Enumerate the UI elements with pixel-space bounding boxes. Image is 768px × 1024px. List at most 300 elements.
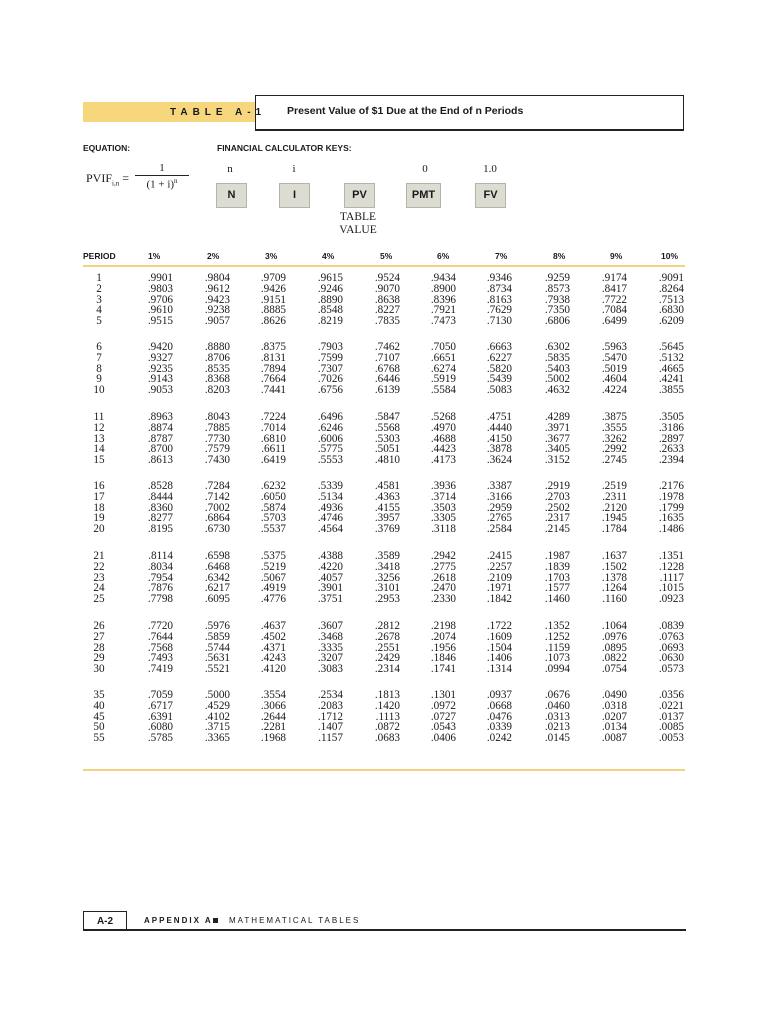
period-cell: 26: [93, 620, 105, 632]
table-cell: .0668: [486, 699, 512, 712]
footer-appendix: APPENDIX A: [144, 916, 213, 925]
table-cell: .8706: [204, 351, 230, 364]
table-cell: .5067: [260, 571, 286, 584]
key-pv-button: PV: [344, 183, 375, 208]
footer-bullet: [213, 918, 218, 923]
table-cell: .8787: [147, 432, 173, 445]
table-cell: .9057: [204, 315, 230, 328]
table-cell: .4810: [374, 454, 400, 467]
period-cell: 7: [96, 351, 102, 364]
table-cell: .5375: [260, 550, 286, 562]
rate-column: [246, 412, 286, 466]
table-cell: .1722: [486, 620, 512, 632]
table-cell: .3468: [317, 630, 343, 643]
table-cell: .0822: [601, 652, 627, 665]
pv-caption: TABLE VALUE: [339, 211, 377, 236]
table-cell: .0406: [430, 732, 456, 745]
table-cell: .7307: [317, 362, 343, 375]
rate-column: [644, 412, 684, 466]
table-cell: .4665: [658, 362, 684, 375]
table-cell: .8034: [147, 560, 173, 573]
table-cell: .3555: [601, 421, 627, 434]
table-cell: .2992: [601, 443, 627, 456]
table-cell: .9174: [601, 272, 627, 284]
table-cell: .1978: [658, 490, 684, 503]
table-cell: .9091: [658, 272, 684, 284]
table-cell: .4363: [374, 490, 400, 503]
table-cell: .5303: [374, 432, 400, 445]
formula-denominator: $(1 + i)^n$: [146, 177, 178, 191]
period-column: [84, 551, 114, 605]
col-header-5pct: 5%: [380, 251, 393, 261]
table-cell: .2745: [601, 454, 627, 467]
table-cell: .7722: [601, 293, 627, 306]
period-cell: 21: [93, 550, 105, 562]
table-cell: .4751: [486, 411, 512, 423]
table-cell: .0895: [601, 641, 627, 654]
table-cell: .4243: [260, 652, 286, 665]
table-cell: .7473: [430, 315, 456, 328]
table-cell: .5019: [601, 362, 627, 375]
table-cell: .5847: [374, 411, 400, 423]
table-cell: .9612: [204, 282, 230, 295]
table-cell: .4289: [544, 411, 570, 423]
rate-column: [644, 342, 684, 396]
period-cell: 4: [96, 304, 102, 317]
period-cell: 29: [93, 652, 105, 665]
table-cell: .7084: [601, 304, 627, 317]
table-cell: .4241: [658, 373, 684, 386]
rate-column: [644, 481, 684, 535]
table-cell: .8043: [204, 411, 230, 423]
table-cell: .8880: [204, 341, 230, 353]
table-cell: .3901: [317, 582, 343, 595]
table-cell: .3418: [374, 560, 400, 573]
period-cell: 40: [93, 699, 105, 712]
table-cell: .7284: [204, 480, 230, 492]
table-cell: .2584: [486, 523, 512, 536]
table-cell: .3607: [317, 620, 343, 632]
table-cell: .8375: [260, 341, 286, 353]
table-cell: .1159: [545, 641, 570, 654]
table-cell: .4688: [430, 432, 456, 445]
table-cell: .1073: [544, 652, 570, 665]
table-cell: .2429: [374, 652, 400, 665]
table-cell: .1504: [486, 641, 512, 654]
table-cell: .4102: [204, 710, 230, 723]
table-cell: .9709: [260, 272, 286, 284]
table-cell: .8114: [148, 550, 173, 562]
table-cell: .0994: [544, 663, 570, 676]
col-header-6pct: 6%: [437, 251, 450, 261]
table-cell: .0573: [658, 663, 684, 676]
table-cell: .6806: [544, 315, 570, 328]
table-cell: .9615: [317, 272, 343, 284]
table-cell: .8638: [374, 293, 400, 306]
period-cell: 15: [93, 454, 105, 467]
table-cell: .8734: [486, 282, 512, 295]
table-cell: .5002: [544, 373, 570, 386]
rate-column: [190, 481, 230, 535]
table-cell: .0313: [544, 710, 570, 723]
period-column: [84, 342, 114, 396]
table-cell: .7938: [544, 293, 570, 306]
table-cell: .2812: [374, 620, 400, 632]
rate-column: [190, 621, 230, 675]
table-cell: .1264: [601, 582, 627, 595]
rate-column: [472, 551, 512, 605]
table-cell: .3715: [204, 721, 230, 734]
rate-column: [587, 481, 627, 535]
period-cell: 8: [96, 362, 102, 375]
key-value-i: i: [292, 163, 296, 175]
table-cell: .3152: [544, 454, 570, 467]
table-cell: .0839: [658, 620, 684, 632]
rate-column: [472, 621, 512, 675]
table-cell: .6830: [658, 304, 684, 317]
table-cell: .5403: [544, 362, 570, 375]
table-cell: .1301: [430, 689, 456, 701]
table-cell: .6499: [601, 315, 627, 328]
table-cell: .6232: [260, 480, 286, 492]
table-cell: .8963: [147, 411, 173, 423]
rate-column: [190, 690, 230, 744]
table-cell: .1956: [430, 641, 456, 654]
table-cell: .4637: [260, 620, 286, 632]
table-cell: .3066: [260, 699, 286, 712]
table-cell: .2109: [486, 571, 512, 584]
table-cell: .9235: [147, 362, 173, 375]
rate-column: [303, 621, 343, 675]
table-cell: .9803: [147, 282, 173, 295]
table-cell: .8900: [430, 282, 456, 295]
table-cell: .0318: [601, 699, 627, 712]
table-cell: .7835: [374, 315, 400, 328]
table-cell: .6468: [204, 560, 230, 573]
table-cell: .4155: [374, 501, 400, 514]
table-cell: .7644: [147, 630, 173, 643]
table-cell: .1971: [486, 582, 512, 595]
table-cell: .0339: [486, 721, 512, 734]
rate-column: [416, 412, 456, 466]
col-header-10pct: 10%: [661, 251, 679, 261]
table-cell: .5703: [260, 512, 286, 525]
table-cell: .8417: [601, 282, 627, 295]
table-cell: .3101: [374, 582, 400, 595]
table-top-rule: [83, 265, 685, 267]
table-cell: .6496: [317, 411, 343, 423]
rate-column: [644, 690, 684, 744]
table-cell: .1987: [544, 550, 570, 562]
table-cell: .5785: [147, 732, 173, 745]
table-cell: .3405: [544, 443, 570, 456]
rate-column: [587, 273, 627, 327]
table-cell: .9423: [204, 293, 230, 306]
table-cell: .3875: [601, 411, 627, 423]
table-cell: .5000: [204, 689, 230, 701]
table-cell: .7894: [260, 362, 286, 375]
table-cell: .0460: [544, 699, 570, 712]
col-header-1pct: 1%: [148, 251, 161, 261]
table-cell: .2942: [430, 550, 456, 562]
rate-column: [530, 551, 570, 605]
rate-column: [133, 273, 173, 327]
table-cell: .2120: [601, 501, 627, 514]
table-cell: .0630: [658, 652, 684, 665]
table-cell: .1117: [659, 571, 684, 584]
table-cell: .2470: [430, 582, 456, 595]
table-cell: .0221: [658, 699, 684, 712]
table-cell: .3936: [430, 480, 456, 492]
table-cell: .4057: [317, 571, 343, 584]
table-cell: .8444: [147, 490, 173, 503]
table-cell: .0053: [658, 732, 684, 745]
rate-column: [416, 273, 456, 327]
rate-column: [530, 412, 570, 466]
rate-column: [587, 412, 627, 466]
table-cell: .7430: [204, 454, 230, 467]
table-cell: .8203: [204, 384, 230, 397]
footer-rule: [83, 929, 686, 931]
rate-column: [303, 342, 343, 396]
rate-column: [246, 690, 286, 744]
period-cell: 6: [96, 341, 102, 353]
table-cell: .3335: [317, 641, 343, 654]
table-cell: .9420: [147, 341, 173, 353]
rate-column: [303, 690, 343, 744]
table-cell: .2551: [374, 641, 400, 654]
table-cell: .8219: [317, 315, 343, 328]
rate-column: [530, 273, 570, 327]
table-cell: .7568: [147, 641, 173, 654]
rate-column: [416, 690, 456, 744]
table-cell: .9143: [147, 373, 173, 386]
table-cell: .1502: [601, 560, 627, 573]
table-cell: .7921: [430, 304, 456, 317]
table-cell: .1968: [260, 732, 286, 745]
col-header-4pct: 4%: [322, 251, 335, 261]
table-cell: .9515: [147, 315, 173, 328]
table-cell: .0754: [601, 663, 627, 676]
rate-column: [303, 273, 343, 327]
rate-column: [360, 551, 400, 605]
col-header-2pct: 2%: [207, 251, 220, 261]
rate-column: [587, 342, 627, 396]
table-cell: .8163: [486, 293, 512, 306]
period-cell: 24: [93, 582, 105, 595]
table-cell: .7130: [486, 315, 512, 328]
table-cell: .1637: [601, 550, 627, 562]
table-cell: .4564: [317, 523, 343, 536]
table-cell: .9901: [147, 272, 173, 284]
table-cell: .8360: [147, 501, 173, 514]
period-cell: 20: [93, 523, 105, 536]
table-cell: .2314: [374, 663, 400, 676]
table-cell: .9426: [260, 282, 286, 295]
col-header-3pct: 3%: [265, 251, 278, 261]
table-cell: .7462: [374, 341, 400, 353]
table-cell: .5859: [204, 630, 230, 643]
table-cell: .5568: [374, 421, 400, 434]
rate-column: [360, 690, 400, 744]
table-cell: .1577: [544, 582, 570, 595]
table-cell: .6810: [260, 432, 286, 445]
rate-column: [472, 273, 512, 327]
table-cell: .9610: [147, 304, 173, 317]
table-cell: .0693: [658, 641, 684, 654]
period-cell: 28: [93, 641, 105, 654]
table-cell: .7664: [260, 373, 286, 386]
table-cell: .5631: [204, 652, 230, 665]
table-cell: .3677: [544, 432, 570, 445]
table-cell: .7579: [204, 443, 230, 456]
table-cell: .1064: [601, 620, 627, 632]
table-cell: .6446: [374, 373, 400, 386]
table-cell: .5775: [317, 443, 343, 456]
rate-column: [246, 342, 286, 396]
rate-column: [303, 412, 343, 466]
table-cell: .5083: [486, 384, 512, 397]
table-cell: .5537: [260, 523, 286, 536]
period-cell: 2: [96, 282, 102, 295]
period-cell: 27: [93, 630, 105, 643]
key-value-n: n: [227, 163, 233, 175]
table-cell: .3957: [374, 512, 400, 525]
table-cell: .9346: [486, 272, 512, 284]
period-cell: 14: [93, 443, 105, 456]
table-cell: .1157: [318, 732, 343, 745]
key-value-pmt: 0: [422, 163, 428, 175]
rate-column: [133, 551, 173, 605]
table-bottom-rule: [83, 769, 685, 771]
table-cell: .2311: [602, 490, 627, 503]
table-cell: .4529: [204, 699, 230, 712]
key-i-button: I: [279, 183, 310, 208]
period-cell: 35: [93, 689, 105, 701]
table-cell: .7026: [317, 373, 343, 386]
table-cell: .8613: [147, 454, 173, 467]
period-cell: 10: [93, 384, 105, 397]
rate-column: [587, 621, 627, 675]
table-cell: .4776: [260, 593, 286, 606]
period-cell: 5: [96, 315, 102, 328]
table-cell: .1228: [658, 560, 684, 573]
table-cell: .3166: [486, 490, 512, 503]
rate-column: [644, 273, 684, 327]
table-cell: .7720: [147, 620, 173, 632]
table-cell: .1420: [374, 699, 400, 712]
page-number: A-2: [83, 911, 127, 931]
period-cell: 1: [96, 272, 102, 284]
table-cell: .1799: [658, 501, 684, 514]
table-cell: .4120: [260, 663, 286, 676]
period-cell: 16: [93, 480, 105, 492]
table-cell: .1945: [601, 512, 627, 525]
key-n-button: N: [216, 183, 247, 208]
table-cell: .6080: [147, 721, 173, 734]
rate-column: [472, 481, 512, 535]
table-cell: .6227: [486, 351, 512, 364]
table-cell: .6611: [261, 443, 286, 456]
period-cell: 19: [93, 512, 105, 525]
period-cell: 17: [93, 490, 105, 503]
table-cell: .2919: [544, 480, 570, 492]
table-cell: .8528: [147, 480, 173, 492]
table-cell: .0490: [601, 689, 627, 701]
table-cell: .1015: [658, 582, 684, 595]
table-cell: .4423: [430, 443, 456, 456]
col-header-period: PERIOD: [83, 251, 116, 261]
rate-column: [246, 273, 286, 327]
table-cell: .8535: [204, 362, 230, 375]
table-cell: .6050: [260, 490, 286, 503]
table-cell: .6006: [317, 432, 343, 445]
rate-column: [360, 342, 400, 396]
rate-column: [133, 412, 173, 466]
table-cell: .5645: [658, 341, 684, 353]
table-cell: .6717: [147, 699, 173, 712]
table-cell: .2145: [544, 523, 570, 536]
rate-column: [644, 551, 684, 605]
table-cell: .6756: [317, 384, 343, 397]
key-fv-button: FV: [475, 183, 506, 208]
rate-column: [246, 551, 286, 605]
table-cell: .9259: [544, 272, 570, 284]
table-cell: .1712: [317, 710, 343, 723]
period-cell: 23: [93, 571, 105, 584]
table-cell: .6391: [147, 710, 173, 723]
table-cell: .0207: [601, 710, 627, 723]
table-cell: .2953: [374, 593, 400, 606]
table-cell: .8700: [147, 443, 173, 456]
table-cell: .7876: [147, 582, 173, 595]
period-column: [84, 690, 114, 744]
table-cell: .3769: [374, 523, 400, 536]
table-cell: .9327: [147, 351, 173, 364]
table-cell: .0543: [430, 721, 456, 734]
table-cell: .5439: [486, 373, 512, 386]
rate-column: [472, 412, 512, 466]
table-cell: .6864: [204, 512, 230, 525]
table-cell: .4970: [430, 421, 456, 434]
table-cell: .6209: [658, 315, 684, 328]
table-cell: .3878: [486, 443, 512, 456]
rate-column: [416, 551, 456, 605]
table-cell: .3387: [486, 480, 512, 492]
table-cell: .5976: [204, 620, 230, 632]
table-cell: .2678: [374, 630, 400, 643]
table-cell: .1252: [544, 630, 570, 643]
table-cell: .9246: [317, 282, 343, 295]
table-cell: .4746: [317, 512, 343, 525]
rate-column: [190, 551, 230, 605]
table-cell: .3855: [658, 384, 684, 397]
table-cell: .3256: [374, 571, 400, 584]
table-cell: .4919: [260, 582, 286, 595]
table-cell: .8264: [658, 282, 684, 295]
table-cell: .7441: [260, 384, 286, 397]
table-cell: .8885: [260, 304, 286, 317]
rate-column: [472, 342, 512, 396]
period-cell: 22: [93, 560, 105, 573]
table-cell: .6139: [374, 384, 400, 397]
table-cell: .0134: [601, 721, 627, 734]
rate-column: [587, 690, 627, 744]
table-cell: .2534: [317, 689, 343, 701]
table-cell: .7107: [374, 351, 400, 364]
table-cell: .7885: [204, 421, 230, 434]
table-cell: .1813: [374, 689, 400, 701]
